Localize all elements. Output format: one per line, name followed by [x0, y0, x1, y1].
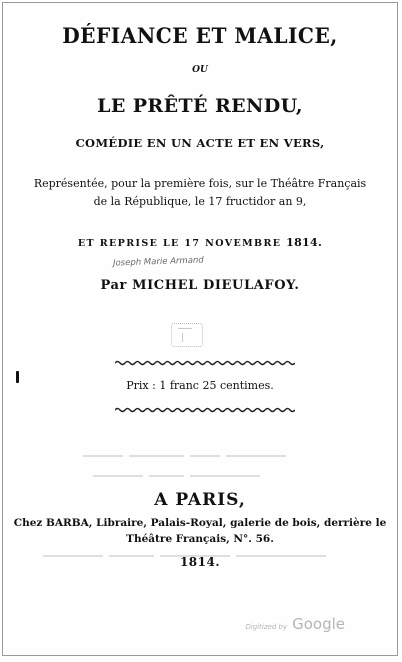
digitized-by-label: Digitized by	[245, 623, 288, 631]
price-line: Prix : 1 franc 25 centimes.	[126, 379, 274, 392]
play-subtitle: LE PRÊTÉ RENDU,	[97, 95, 303, 117]
title-connector: OU	[192, 65, 208, 75]
bleed-through-text	[43, 545, 373, 551]
imprint-city: A PARIS,	[154, 490, 246, 510]
performance-line-1: Représentée, pour la première fois, sur le Théâtre Français	[33, 177, 367, 190]
imprint-publisher: Chez BARBA, Libraire, Palais-Royal, galerie de bois, derrière le	[13, 517, 387, 529]
google-logo: Google	[292, 615, 345, 633]
title-page	[2, 2, 398, 656]
performance-note	[3, 175, 397, 211]
play-title: DÉFIANCE ET MALICE,	[62, 23, 338, 48]
genre-line: COMÉDIE EN UN ACTE ET EN VERS,	[75, 136, 325, 150]
ornamental-rule-bottom	[115, 407, 295, 413]
google-watermark	[245, 615, 345, 633]
handwritten-note: Joseph Marie Armand	[112, 255, 204, 269]
imprint-year: 1814.	[179, 555, 221, 569]
reprise-text: ET REPRISE LE 17 NOVEMBRE	[77, 238, 282, 249]
library-stamp	[171, 323, 203, 347]
reprise-note	[3, 236, 397, 249]
author-line: Par MICHEL DIEULAFOY.	[100, 278, 300, 293]
bleed-through-text	[93, 465, 313, 471]
imprint-address: Théâtre Français, N°. 56.	[126, 533, 274, 545]
reprise-year: 1814.	[286, 236, 323, 249]
ornamental-rule-top	[115, 360, 295, 366]
bleed-through-text	[83, 445, 323, 451]
performance-line-2: de la République, le 17 fructidor an 9,	[93, 195, 307, 208]
